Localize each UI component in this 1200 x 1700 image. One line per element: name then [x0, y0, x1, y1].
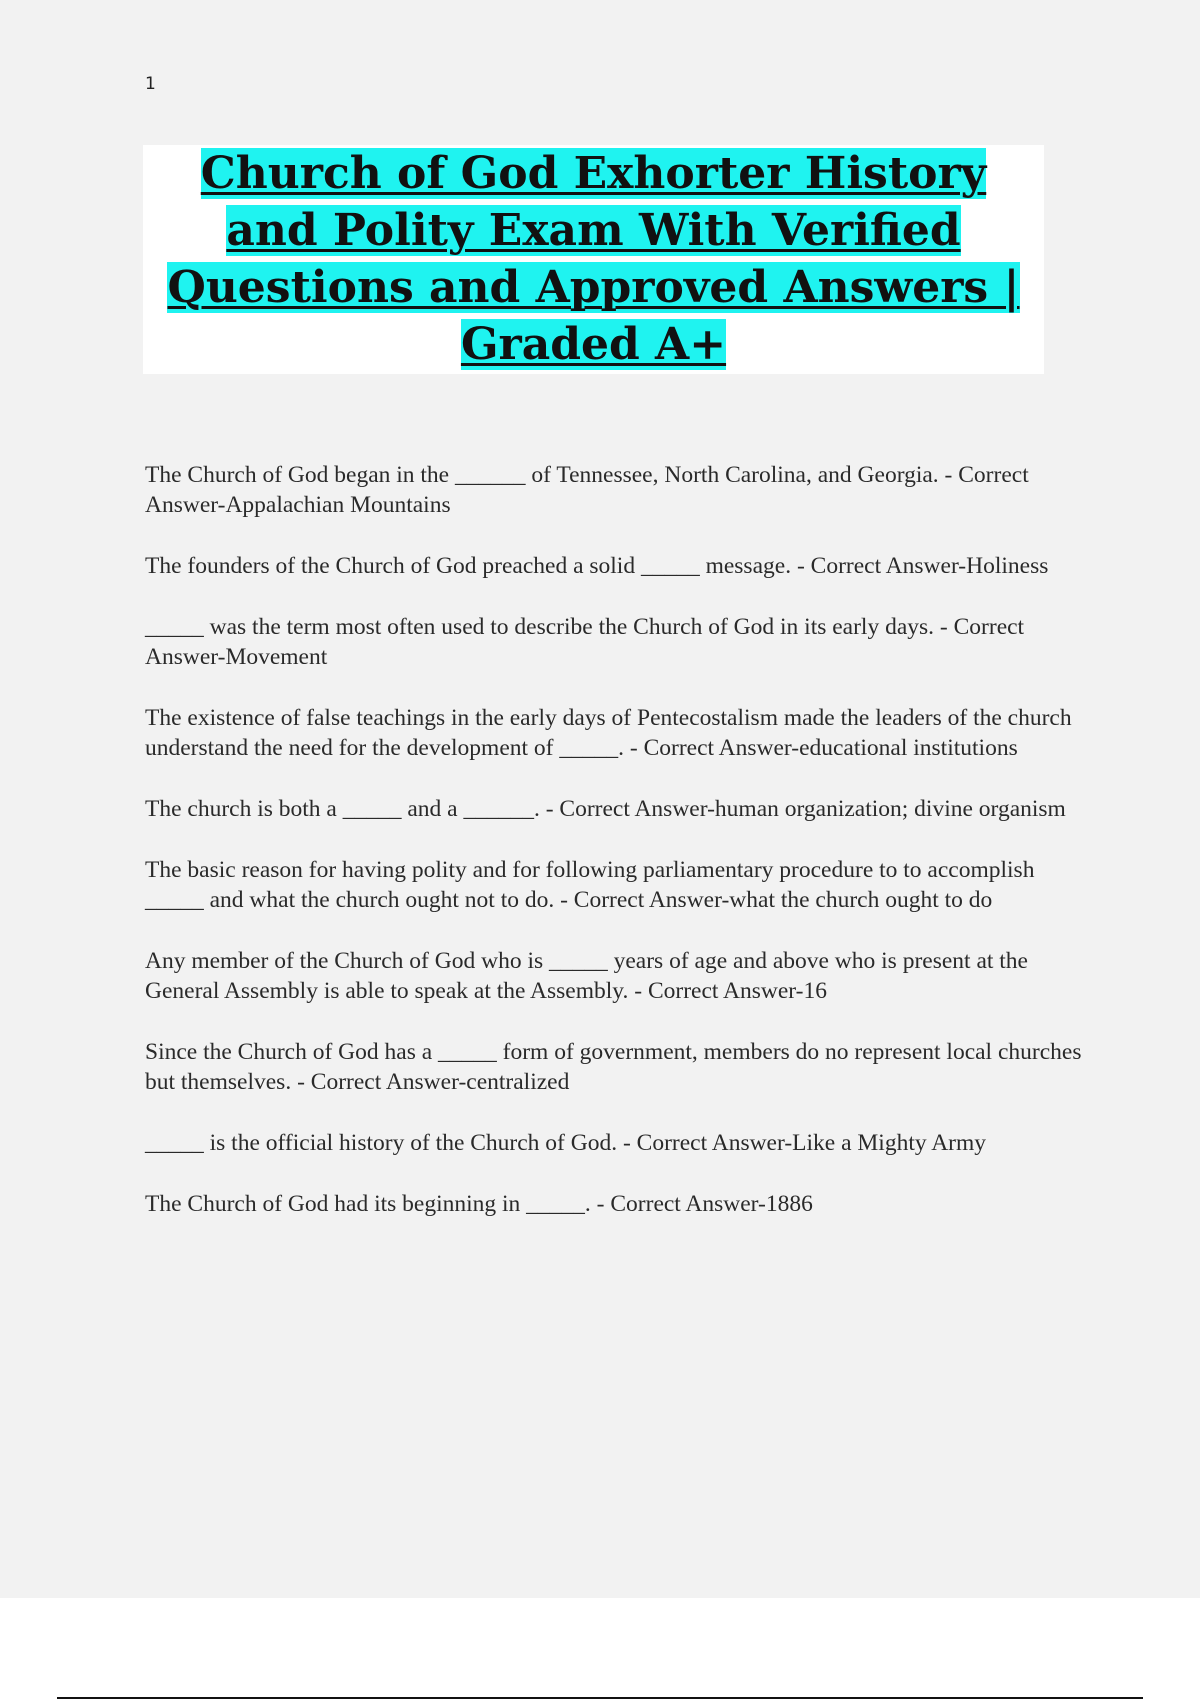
page-number: 1	[145, 74, 156, 94]
qa-item: Since the Church of God has a _____ form of government, members do no represent local churches but themselves. - Correct Answer-centralized	[145, 1039, 1082, 1095]
title-block	[143, 145, 1044, 374]
title-line: and Polity Exam With Verified	[226, 205, 961, 256]
title-line: Church of God Exhorter History	[200, 148, 987, 199]
qa-item: The church is both a _____ and a ______. - Correct Answer-human organization; divine organism	[145, 796, 1066, 822]
qa-item: _____ was the term most often used to describe the Church of God in its early days. - Correct Answer-Movement	[145, 614, 1025, 670]
qa-item: The Church of God had its beginning in _____. - Correct Answer-1886	[145, 1191, 813, 1217]
document-title	[143, 145, 1044, 373]
qa-item: The basic reason for having polity and for following parliamentary procedure to to accomplish _____ and what the church ought not to do. - Correct Answer-what the church ought to do	[145, 857, 1035, 913]
qa-item: The founders of the Church of God preached a solid _____ message. - Correct Answer-Holiness	[145, 553, 1049, 579]
qa-item: The existence of false teachings in the early days of Pentecostalism made the leaders of the church understand the need for the development of _____. - Correct Answer-educational institutions	[145, 705, 1072, 761]
question-answer-list	[145, 460, 1095, 1250]
title-line: Graded A+	[460, 319, 727, 370]
title-line: Questions and Approved Answers |	[167, 262, 1020, 313]
footer-divider	[57, 1697, 1143, 1699]
qa-item: _____ is the official history of the Church of God. - Correct Answer-Like a Mighty Army	[145, 1130, 987, 1156]
qa-item: The Church of God began in the ______ of Tennessee, North Carolina, and Georgia. - Correct Answer-Appalachian Mountains	[145, 462, 1029, 518]
qa-item: Any member of the Church of God who is _____ years of age and above who is present at the General Assembly is able to speak at the Assembly. - Correct Answer-16	[145, 948, 1028, 1004]
